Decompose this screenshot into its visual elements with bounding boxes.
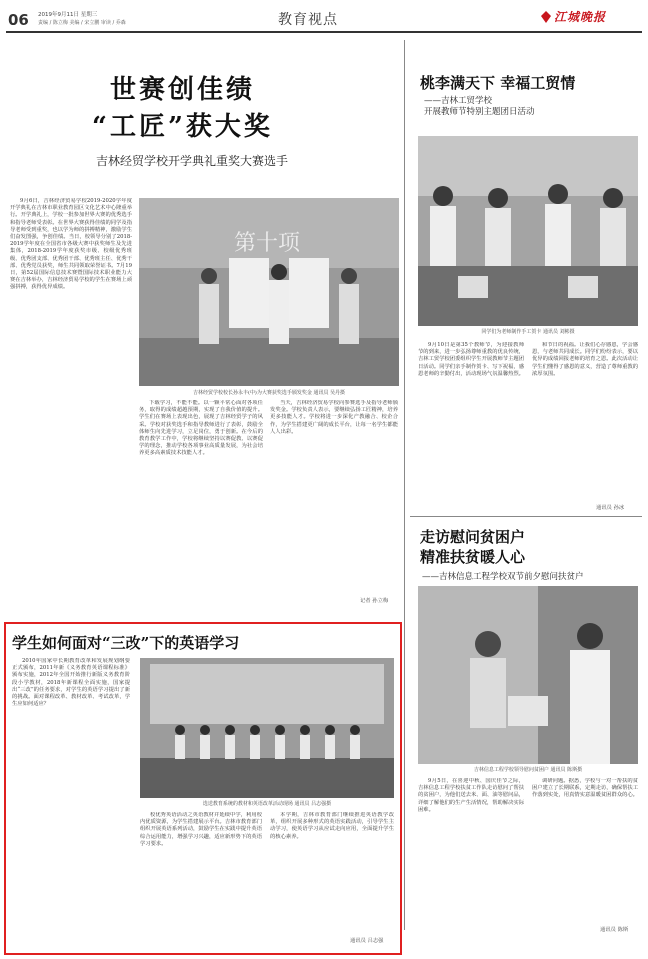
article4-text-col1: 2010年国家中长期教育改革和发展规划纲要正式颁布，2011年新《义务教育英语课程标准》颁布实施，2012年全国开始推行新版义务教育阶段小学教材，2018年新课程全面实施，国家提出“三改”的任务要求，对学生的英语学习提出了新的挑战。面对课程改革、教材改革、考试改革，学生应如何适应？ (12, 658, 130, 708)
header-rule (6, 31, 642, 33)
photo-podium-caption: 吉林经贸学校校长孙永丰(中)为大赛获奖选手颁发奖金 通讯员 吴丹摄 (192, 390, 346, 396)
photo-classroom (418, 136, 638, 326)
svg-text:第十项: 第十项 (234, 231, 301, 256)
article1-body-col3 (270, 400, 398, 590)
article3-body-col2 (532, 778, 638, 918)
article3-byline: 通讯员 陈斯 (600, 927, 629, 933)
article1-body-col1 (10, 198, 132, 608)
article3-text-col2: 调研问题。据悉，学校与一对一帮扶的贫困户建立了长期联系，定期走访，确保帮扶工作落到实处，用真情实意温暖贫困群众的心。 (532, 778, 638, 799)
photo-classroom-icon (418, 136, 638, 326)
section-title: 教育视点 (278, 12, 338, 28)
article1-text-col1: 9月6日，吉林经济贸易学校2019-2020学年度开学典礼在吉林市职业教育园区文化艺术中心隆重举行。开学典礼上，学校一批参加世界大赛的优秀选手和指导老师受表彰。在世界大赛获得佳绩的同学及指导老师受到重奖，也以学为师的拼搏精神，激励学生们奋发图强，争创佳绩。当日，校领导分别了2018-2019学年度在全国省市各级大赛中获奖师生及先进集体，2018-2019学年度获奖市级、校级优秀班级、优秀团支部、优秀团干部、优秀班主任、优秀干部、优秀党员获奖，师生共同领取荣誉证书。7月19日，第52届国际信息技术赛暨国际技术职业能力大赛在吉林举办，吉林经济贸易学校的学生在赛场上顽强拼搏，获得优异成绩。 (10, 198, 132, 291)
page-header (0, 0, 648, 34)
date-line: 2019年9月11日 星期三 (38, 12, 98, 18)
subhead-opening-ceremony: 吉林经贸学校开学典礼重奖大赛选手 (96, 154, 289, 168)
photo-visit-caption: 吉林信息工程学校领导慰问贫困户 通讯员 陈斯摄 (473, 767, 583, 773)
photo-podium (139, 198, 399, 386)
paper-logo-icon (540, 10, 552, 24)
photo-stage-icon (140, 658, 394, 798)
article1-text-col2: 下载学习，不能不能。以一颗平常心面对各项任务，取得的成绩超越预期，实现了自我价值的提升。学生们在赛场上表现出色，展现了吉林经贸学子的风采。学校对获奖选手和指导教师进行了表彰，鼓励全体师生向先进学习，立足岗位，勇于创新。在今后的教育教学工作中，学校将继续坚持以赛促教、以赛促学的理念，推动学校各项事业高质量发展，为社会培养更多高素质技术技能人才。 (139, 400, 263, 457)
photo-visit (418, 586, 638, 764)
paper-name: 江城晚报 (554, 10, 607, 24)
photo-visit-icon (418, 586, 638, 764)
photo-stage (140, 658, 394, 798)
article4-body-col2 (140, 812, 262, 946)
article2-byline: 通讯员 孙冰 (596, 505, 625, 511)
article1-body-col2 (139, 400, 263, 608)
article4-text-col2: 校优秀英语活动之英语教材并延续中学，利用校内优质资源，为学生搭建展示平台。吉林市教育部门组织开展英语系列活动，鼓励学生在实践中提升英语综合运用能力，增强学习兴趣，适应新形势下的英语学习要求。 (140, 812, 262, 847)
article4-byline: 通讯员 吕志强 (350, 938, 384, 944)
article1-text-col3: 当天，吉林经济贸易学校向参赛选手及指导老师颁发奖金。学校负责人表示，要继续弘扬工匠精神，培养更多技能人才。学校将进一步深化产教融合、校企合作，为学生搭建更广阔的成长平台，让每一名学生都能人人出彩。 (270, 400, 398, 435)
headline-poverty-relief: 精准扶贫暖人心 (420, 548, 526, 566)
photo-podium-icon (139, 198, 399, 386)
headline-craftsman-award: “工匠”获大奖 (92, 112, 273, 142)
article4-text-col3: 本学期，吉林市教育部门继续推进英语教学改革，组织开展多种形式的英语实践活动，引导学生主动学习，使英语学习从应试走向应用，全面提升学生的核心素养。 (270, 812, 394, 840)
subhead-teachers-day: ——吉林工贸学校 开展教师节特别主题团日活动 (424, 96, 535, 117)
article2-body-col1 (418, 342, 524, 512)
editors-line: 责编 / 陈立梅 美编 / 宋立鹏 审读 / 乔森 (38, 20, 126, 26)
headline-english-learning: 学生如何面对“三改”下的英语学习 (12, 634, 240, 652)
column-divider (404, 40, 405, 930)
article3-text-col1: 9月5日，在喜迎中秋、国庆佳节之际，吉林信息工程学校扶贫工作队走访慰问了帮扶的贫困户，为他们送去米、面、油等慰问品，详细了解他们的生产生活情况，帮助解决实际困难。 (418, 778, 524, 813)
article2-text-col1: 9月10日是第35个教师节，为迎接教师节的到来，进一步弘扬尊师重教的优良传统，吉林工贸学校团委组织学生开展教师节主题团日活动。同学们亲手制作贺卡、写下祝福，感恩老师的辛勤付出，活动现场气氛温馨热烈。 (418, 342, 524, 377)
headline-poverty-visit: 走访慰问贫困户 (420, 528, 526, 546)
photo-stage-caption: 选送教育系统的教材和英语改革活动现场 通讯员 吕志强摄 (202, 801, 332, 807)
article1-byline: 记者 孙立梅 (360, 598, 389, 604)
headline-teachers-day: 桃李满天下 幸福工贸情 (420, 74, 576, 92)
article2-text-col2: 和节日的祝福。让我们心存感恩，学会感恩，与老师共同成长。同学们纷纷表示，要以优异的成绩回报老师的培育之恩。此次活动让学生们懂得了感恩的意义，营造了尊师重教的浓厚氛围。 (532, 342, 638, 377)
article4-body-col1 (12, 658, 130, 946)
page-number: 06 (8, 11, 29, 29)
paper-logo (540, 8, 606, 25)
article2-bottom-rule (410, 516, 642, 517)
article3-body-col1 (418, 778, 524, 928)
photo-classroom-caption: 同学们为老师制作手工贺卡 通讯员 刘彬摄 (481, 329, 575, 335)
headline-world-contest: 世赛创佳绩 (110, 75, 256, 105)
subhead-poverty: ——吉林信息工程学校双节前夕慰问扶贫户 (422, 572, 584, 582)
article4-body-col3 (270, 812, 394, 932)
article2-body-col2 (532, 342, 638, 492)
